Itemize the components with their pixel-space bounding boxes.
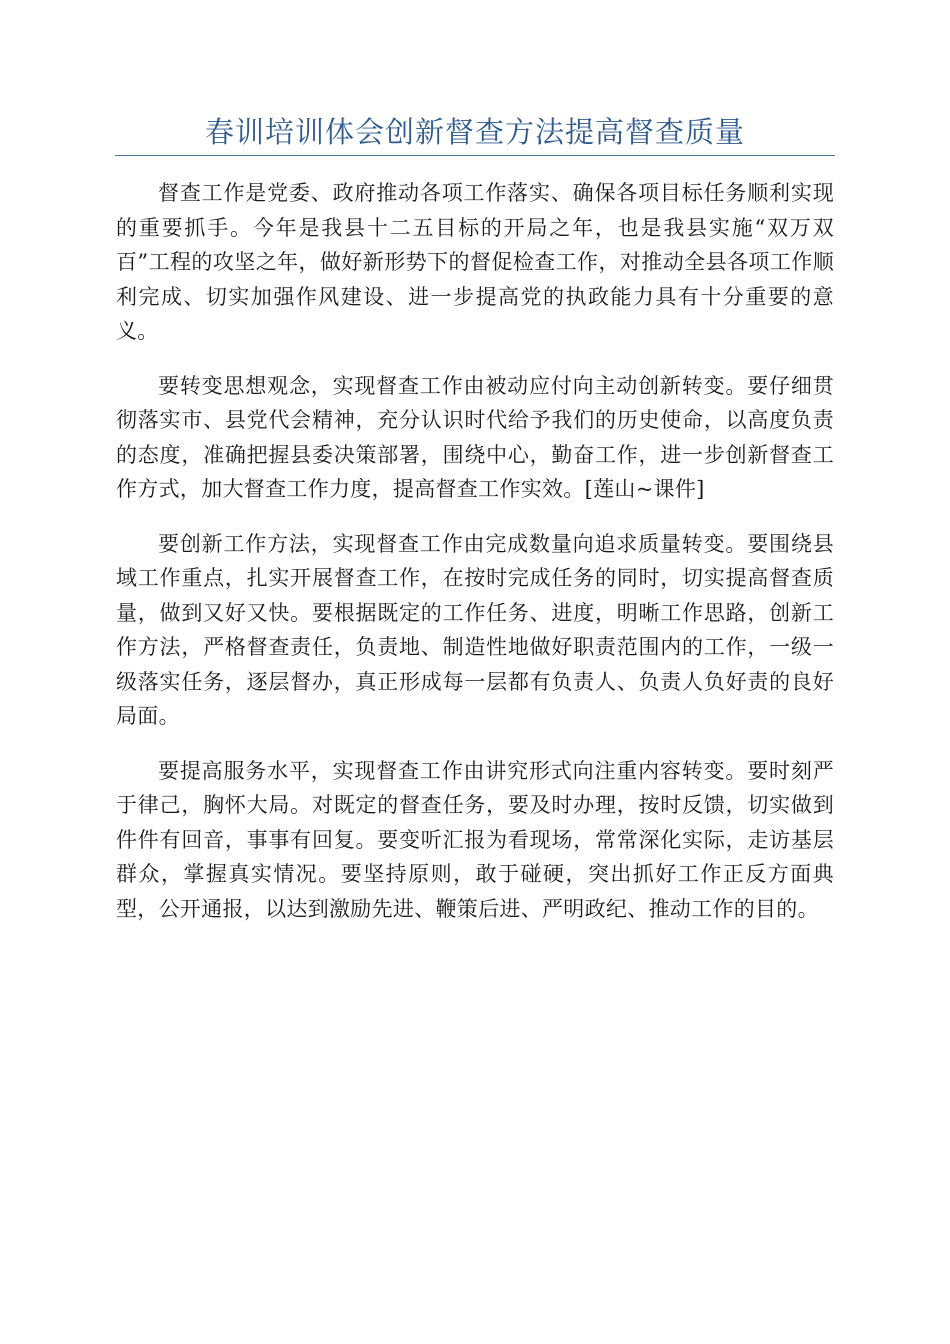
paragraph-1: 督查工作是党委、政府推动各项工作落实、确保各项目标任务顺利实现的重要抓手。今年是我县十二五目标的开局之年，也是我县实施“双万双百”工程的攻坚之年，做好新形势下的督促检查工作，对推动全县各项工作顺利完成、切实加强作风建设、进一步提高党的执政能力具有十分重要的意义。	[116, 181, 834, 343]
title-block	[115, 112, 835, 156]
paragraph-2: 要转变思想观念，实现督查工作由被动应付向主动创新转变。要仔细贯彻落实市、县党代会精神，充分认识时代给予我们的历史使命，以高度负责的态度，准确把握县委决策部署，围绕中心，勤奋工作，进一步创新督查工作方式，加大督查工作力度，提高督查工作实效。[莲山~课件]	[116, 373, 834, 501]
document-body	[116, 176, 834, 946]
page-title: 春训培训体会创新督查方法提高督查质量	[204, 115, 745, 149]
paragraph-4: 要提高服务水平，实现督查工作由讲究形式向注重内容转变。要时刻严于律己，胸怀大局。对既定的督查任务，要及时办理，按时反馈，切实做到件件有回音，事事有回复。要变听汇报为看现场，常常深化实际，走访基层群众，掌握真实情况。要坚持原则，敢于碰硬，突出抓好工作正反方面典型，公开通报，以达到激励先进、鞭策后进、严明政纪、推动工作的目的。	[116, 758, 834, 921]
paragraph-3: 要创新工作方法，实现督查工作由完成数量向追求质量转变。要围绕县域工作重点，扎实开展督查工作，在按时完成任务的同时，切实提高督查质量，做到又好又快。要根据既定的工作任务、进度，明晰工作思路，创新工作方法，严格督查责任，负责地、制造性地做好职责范围内的工作，一级一级落实任务，逐层督办，真正形成每一层都有负责人、负责人负好责的良好局面。	[116, 531, 834, 728]
